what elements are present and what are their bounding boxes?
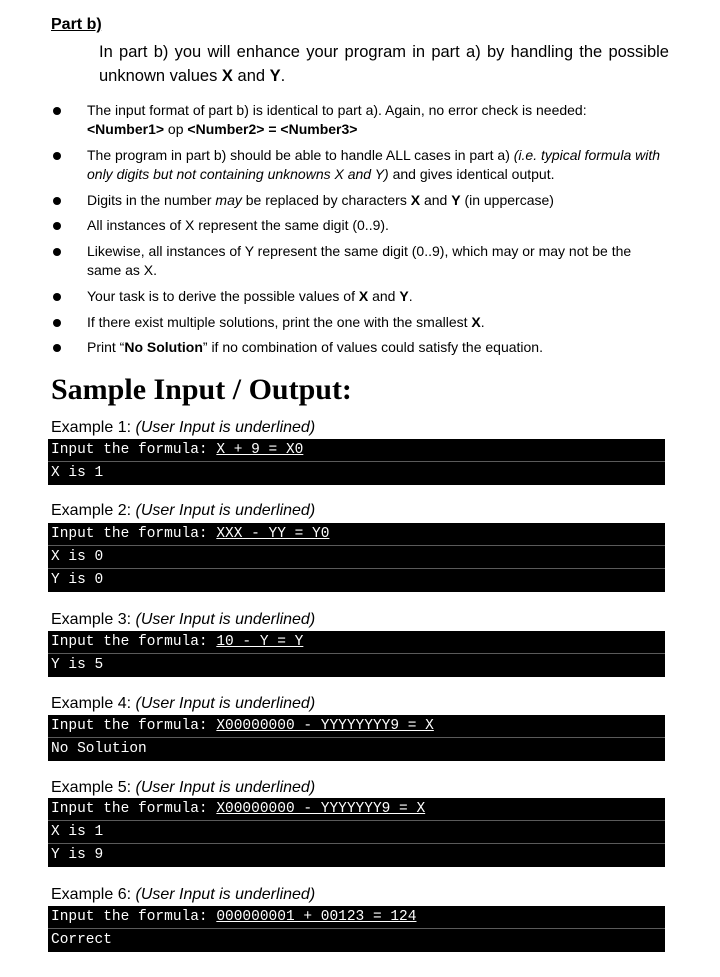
bullet-text: and: [420, 192, 452, 208]
example-label: Example 2:: [51, 502, 132, 519]
bullet-dot-icon: [53, 152, 61, 160]
console-output-line: Correct: [51, 932, 112, 948]
example-caption: [51, 885, 315, 905]
intro-end: .: [280, 67, 286, 85]
intro-and: and: [232, 67, 270, 85]
example-label: Example 3:: [51, 611, 132, 628]
console-prompt: Input the formula:: [51, 909, 217, 925]
console-user-input: X00000000 - YYYYYYY9 = X: [216, 801, 426, 817]
console-input-line: [48, 906, 665, 929]
bullet-text: Digits in the number: [87, 192, 216, 208]
bullet-text: <Number2>: [187, 121, 265, 137]
bullet-text: X: [471, 314, 481, 330]
console-output: [48, 439, 665, 485]
console-output-line: No Solution: [51, 741, 147, 757]
example-note: (User Input is underlined): [135, 779, 316, 796]
bullet-text: The program in part b) should be able to handle ALL cases in part a): [87, 147, 514, 163]
console-output: [48, 798, 665, 867]
bullet-text: <Number1>: [87, 121, 165, 137]
bullet-text: (i.e. typical formula with only digits but not containing unknowns X and Y): [87, 147, 661, 182]
bullet-item: [87, 191, 667, 210]
bullet-text: and: [368, 288, 400, 304]
bullet-text: be replaced by characters: [241, 192, 411, 208]
intro-x: X: [221, 67, 233, 85]
bullet-dot-icon: [53, 293, 61, 301]
console-prompt: Input the formula:: [51, 801, 217, 817]
console-user-input: X + 9 = X0: [216, 442, 304, 458]
console-output-line: X is 1: [51, 465, 104, 481]
console-input-line: [48, 798, 665, 821]
bullet-item: [87, 101, 667, 139]
bullet-text: The input format of part b) is identical to part a). Again, no error check is needed:: [87, 102, 587, 118]
bullet-text: Y: [399, 288, 409, 304]
example-caption: [51, 501, 315, 521]
bullet-item: [87, 242, 667, 280]
bullet-text: may: [215, 192, 242, 208]
bullet-dot-icon: [53, 197, 61, 205]
bullet-text: Your task is to derive the possible values of: [87, 288, 359, 304]
example-note: (User Input is underlined): [135, 695, 316, 712]
bullet-text: =: [264, 121, 281, 137]
bullet-text: ” if no combination of values could satisfy the equation.: [202, 339, 543, 355]
console-user-input: 10 - Y = Y: [216, 634, 304, 650]
bullet-text: and gives identical output.: [388, 166, 555, 182]
example-label: Example 6:: [51, 886, 132, 903]
console-prompt: Input the formula:: [51, 526, 217, 542]
console-output-line: Y is 9: [51, 847, 104, 863]
section-title: Part b): [51, 16, 102, 33]
bullet-dot-icon: [53, 319, 61, 327]
bullet-text: If there exist multiple solutions, print the one with the smallest: [87, 314, 472, 330]
example-caption: [51, 418, 315, 438]
bullet-dot-icon: [53, 222, 61, 230]
bullet-text: .: [480, 314, 485, 330]
example-note: (User Input is underlined): [135, 611, 316, 628]
console-user-input: 000000001 + 00123 = 124: [216, 909, 417, 925]
bullet-text: Likewise, all instances of Y represent the same digit (0..9), which may or may not be the same as X.: [87, 243, 632, 278]
bullet-item: [87, 287, 667, 306]
example-label: Example 4:: [51, 695, 132, 712]
bullet-text: .: [408, 288, 413, 304]
console-input-line: [48, 523, 665, 546]
bullet-item: [87, 146, 667, 184]
console-prompt: Input the formula:: [51, 634, 217, 650]
sample-heading: Sample Input / Output:: [51, 373, 352, 406]
bullet-text: Print “: [87, 339, 125, 355]
example-caption: [51, 694, 315, 714]
console-output-line: X is 0: [48, 546, 665, 569]
bullet-item: [87, 313, 667, 332]
console-input-line: [48, 715, 665, 738]
bullet-dot-icon: [53, 248, 61, 256]
bullet-text: X: [410, 192, 421, 208]
bullet-text: X: [358, 288, 369, 304]
example-note: (User Input is underlined): [135, 419, 316, 436]
bullet-dot-icon: [53, 344, 61, 352]
example-label: Example 1:: [51, 419, 132, 436]
console-output-line: X is 1: [48, 821, 665, 844]
console-output: [48, 631, 665, 677]
console-input-line: [48, 439, 665, 462]
intro-text: In part b) you will enhance your program in part a) by handling the possible unknown values: [99, 43, 669, 85]
bullet-text: <Number3>: [280, 121, 358, 137]
example-caption: [51, 778, 315, 798]
intro-y: Y: [269, 67, 281, 85]
example-note: (User Input is underlined): [135, 886, 316, 903]
example-note: (User Input is underlined): [135, 502, 316, 519]
console-output: [48, 715, 665, 761]
console-prompt: Input the formula:: [51, 442, 217, 458]
bullet-text: op: [164, 121, 188, 137]
console-input-line: [48, 631, 665, 654]
intro-paragraph: [99, 40, 669, 88]
bullet-text: (in uppercase): [460, 192, 554, 208]
bullet-item: [87, 216, 667, 235]
console-user-input: X00000000 - YYYYYYYY9 = X: [216, 718, 434, 734]
bullet-item: [87, 338, 667, 357]
console-user-input: XXX - YY = Y0: [216, 526, 330, 542]
bullet-text: No Solution: [124, 339, 203, 355]
console-prompt: Input the formula:: [51, 718, 217, 734]
console-output-line: Y is 0: [51, 572, 104, 588]
console-output: [48, 906, 665, 952]
example-caption: [51, 610, 315, 630]
bullet-dot-icon: [53, 107, 61, 115]
bullet-text: All instances of X represent the same digit (0..9).: [87, 217, 389, 233]
console-output-line: Y is 5: [51, 657, 104, 673]
example-label: Example 5:: [51, 779, 132, 796]
console-output: [48, 523, 665, 592]
bullet-text: Y: [451, 192, 461, 208]
